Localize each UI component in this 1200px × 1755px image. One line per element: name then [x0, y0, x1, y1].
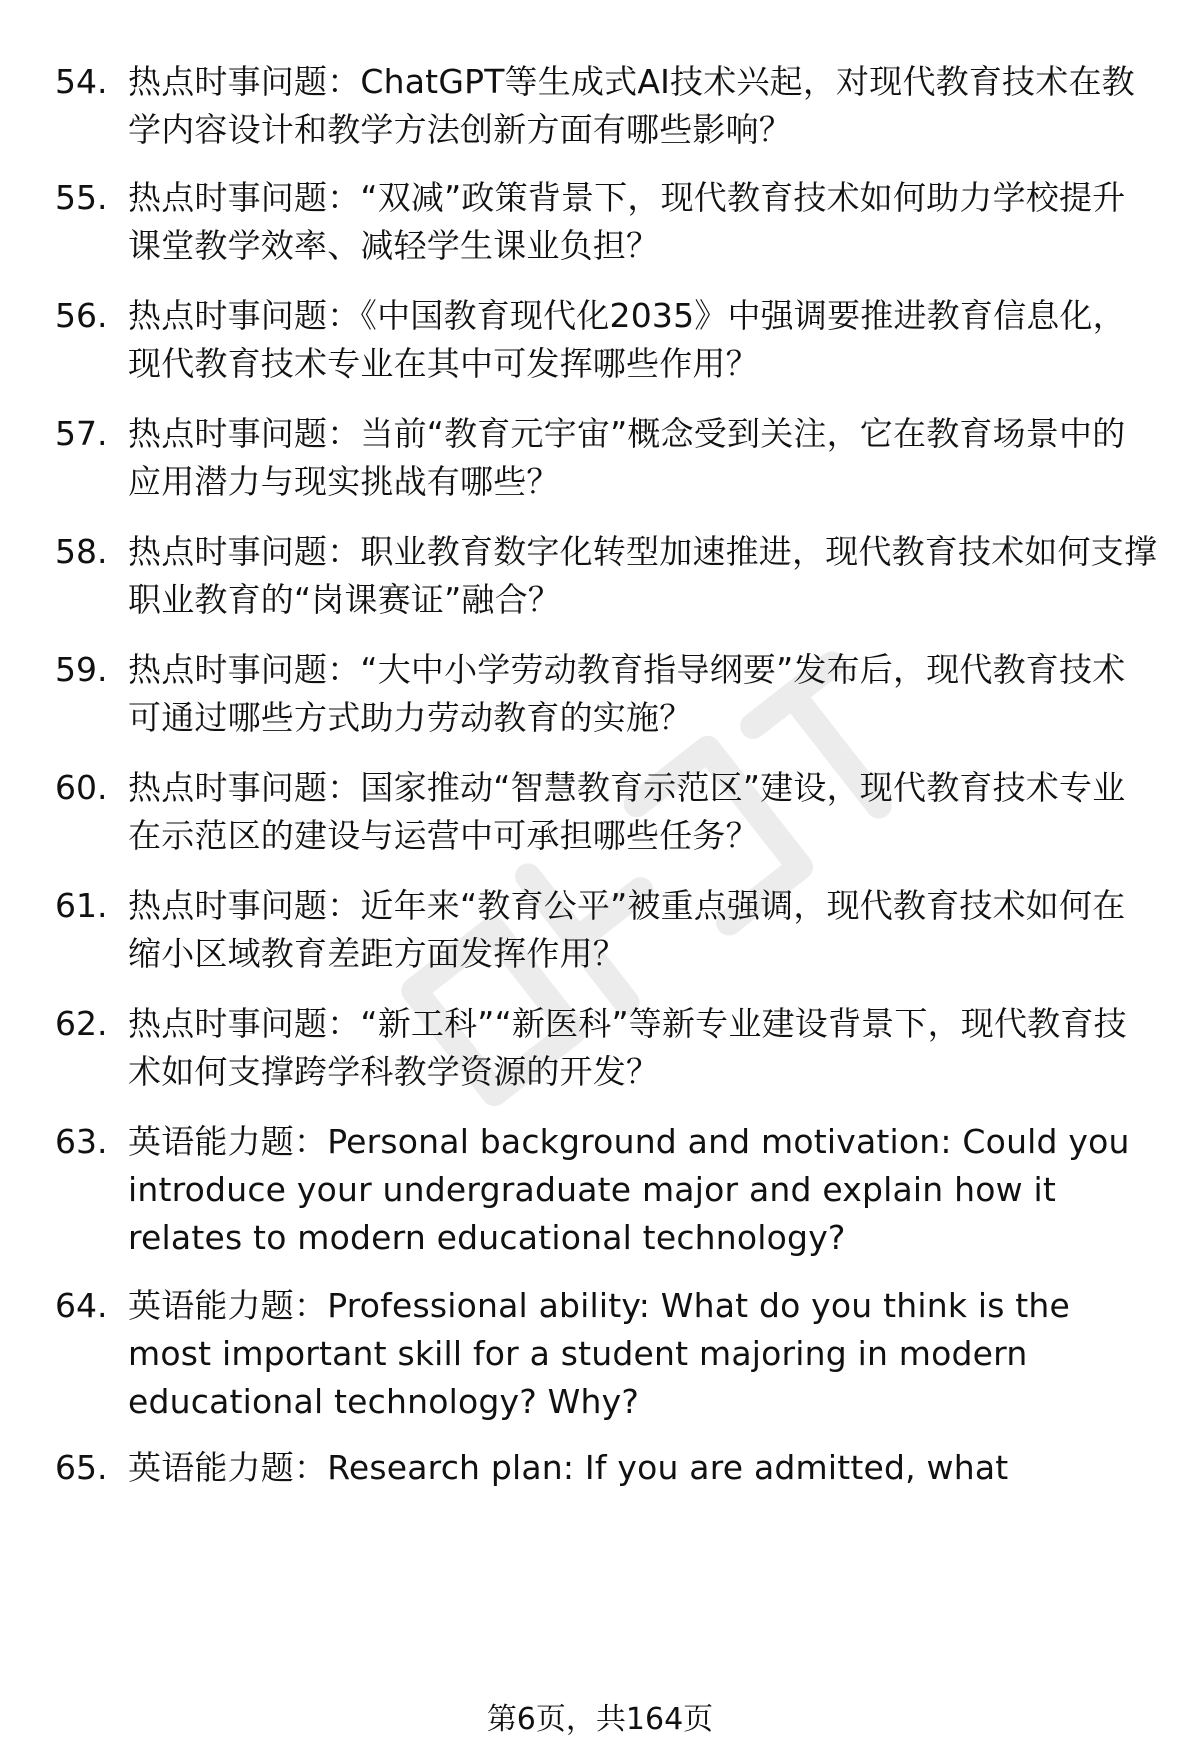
- question-number: 59.: [55, 650, 108, 689]
- question-number: 64.: [55, 1286, 108, 1325]
- question-number: 62.: [55, 1004, 108, 1043]
- question-text: 英语能力题：Professional ability: What do you think is the most important skill for a student majoring in modern educational technology? Why?: [128, 1286, 1071, 1421]
- watermark-logo: [300, 520, 1000, 1220]
- question-number: 63.: [55, 1122, 108, 1161]
- question-number: 57.: [55, 414, 108, 453]
- question-text: 英语能力题：Personal background and motivation: Could you introduce your undergraduate major and explain how it relates to modern educational technology?: [128, 1122, 1130, 1257]
- question-text: 热点时事问题：ChatGPT等生成式AI技术兴起，对现代教育技术在教学内容设计和教学方法创新方面有哪些影响？: [128, 62, 1135, 149]
- question-text: 热点时事问题：“大中小学劳动教育指导纲要”发布后，现代教育技术可通过哪些方式助力劳动教育的实施？: [128, 650, 1126, 737]
- question-text: 英语能力题：Research plan: If you are admitted, what: [128, 1448, 1009, 1487]
- question-text: 热点时事问题：“双减”政策背景下，现代教育技术如何助力学校提升课堂教学效率、减轻学生课业负担？: [128, 178, 1126, 265]
- question-text: 热点时事问题：近年来“教育公平”被重点强调，现代教育技术如何在缩小区域教育差距方面发挥作用？: [128, 886, 1126, 973]
- question-number: 65.: [55, 1448, 108, 1487]
- page-footer: [0, 1700, 1200, 1740]
- question-number: 56.: [55, 296, 108, 335]
- question-text: 热点时事问题：国家推动“智慧教育示范区”建设，现代教育技术专业在示范区的建设与运营中可承担哪些任务？: [128, 768, 1126, 855]
- question-number: 54.: [55, 62, 108, 101]
- question-number: 58.: [55, 532, 108, 571]
- question-number: 55.: [55, 178, 108, 217]
- question-number: 60.: [55, 768, 108, 807]
- page-number: 第6页，共164页: [486, 1702, 714, 1737]
- question-text: 热点时事问题：职业教育数字化转型加速推进，现代教育技术如何支撑职业教育的“岗课赛证”融合？: [128, 532, 1158, 619]
- question-text: 热点时事问题：当前“教育元宇宙”概念受到关注，它在教育场景中的应用潜力与现实挑战有哪些？: [128, 414, 1126, 501]
- question-text: 热点时事问题：《中国教育现代化2035》中强调要推进教育信息化，现代教育技术专业在其中可发挥哪些作用？: [128, 296, 1126, 383]
- question-number: 61.: [55, 886, 108, 925]
- question-text: 热点时事问题：“新工科”“新医科”等新专业建设背景下，现代教育技术如何支撑跨学科教学资源的开发？: [128, 1004, 1127, 1091]
